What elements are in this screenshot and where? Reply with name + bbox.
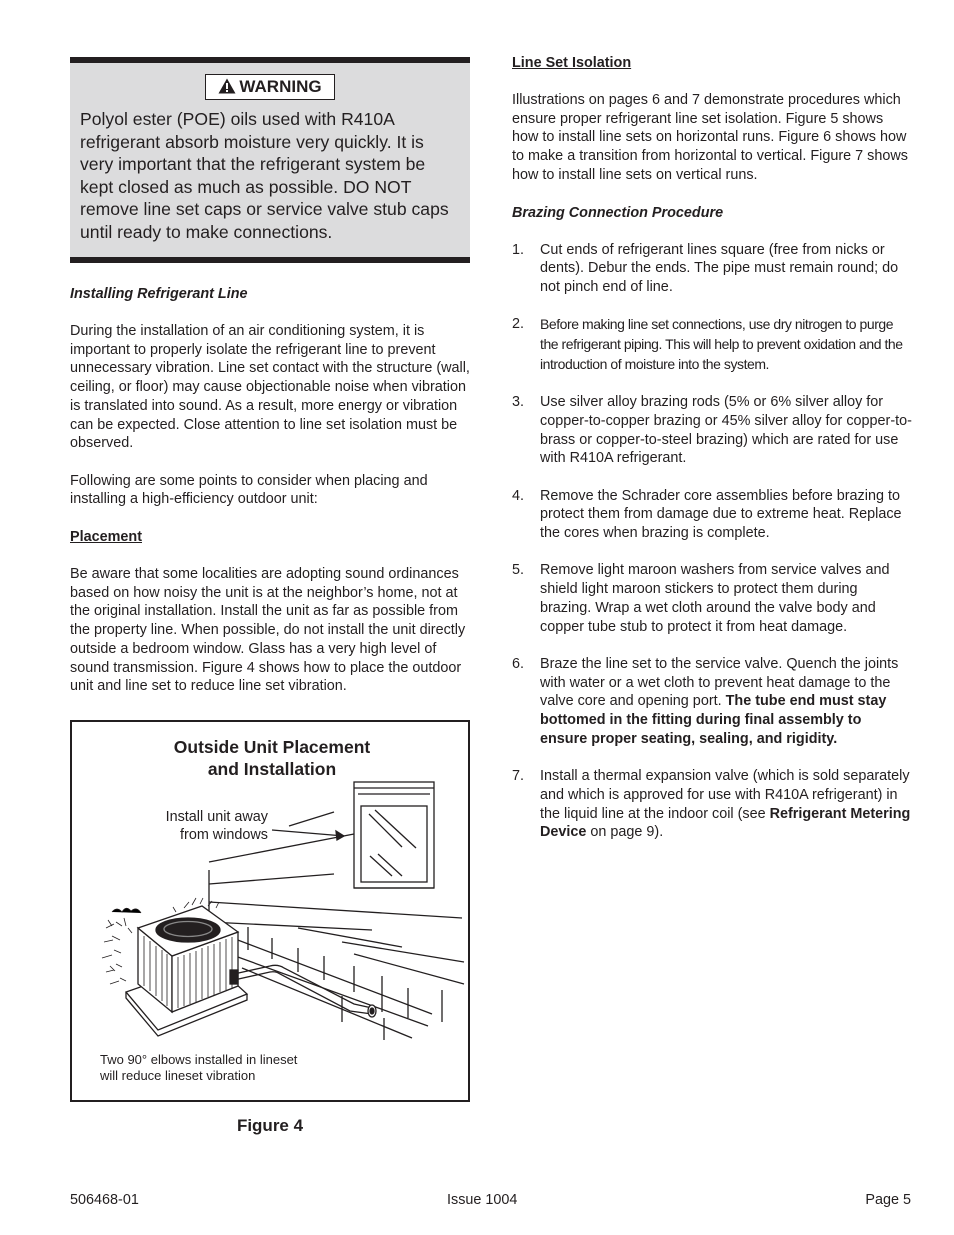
brazing-step-3 bbox=[512, 393, 912, 468]
placement-heading: Placement bbox=[70, 529, 142, 546]
figure-caption-line-1: Two 90° elbows installed in lineset bbox=[100, 1051, 298, 1067]
figure-window-label-line-2: from windows bbox=[180, 826, 268, 843]
step-number: 5. bbox=[512, 562, 525, 579]
figure-title-line-1: Outside Unit Placement bbox=[173, 736, 371, 757]
figure-window-label-line-1: Install unit away bbox=[165, 808, 268, 825]
installing-paragraph-1: During the installation of an air conditioning system, it is important to properly isolate the refrigerant line to prevent unnecessary vibration. Line set contact with the structure (wall, ceiling, or floor) may cause objectionable noise when vibration is translated into sound. As a result, more energy or vibration can be expected. Close attention to line set isolation must be observed. bbox=[70, 323, 470, 452]
brazing-heading: Brazing Connection Procedure bbox=[512, 204, 724, 221]
brazing-step-2 bbox=[512, 315, 912, 374]
step-number: 6. bbox=[512, 655, 525, 672]
figure-box bbox=[70, 720, 470, 1102]
window-glass bbox=[361, 806, 427, 882]
step-text: Remove the Schrader core assemblies before brazing to protect them from damage due to extreme heat. Replace the cores when brazing is complete. bbox=[540, 487, 902, 542]
label-arrowhead bbox=[336, 831, 344, 840]
warning-label: WARNING bbox=[239, 77, 322, 96]
step-text: Use silver alloy brazing rods (5% or 6% silver alloy for copper-to-copper brazing or 45% silver alloy for copper-to-brass or copper-to-steel brazing) which are rated for use with R410A refrigerant. bbox=[540, 394, 912, 467]
step-bold-text: The tube end must stay bottomed in the fitting during final assembly to ensure proper seating, sealing, and rigidity. bbox=[540, 693, 887, 747]
step-text: Cut ends of refrigerant lines square (free from nicks or dents). Debur the ends. The pipe must remain round; do not pinch end of line. bbox=[540, 241, 899, 295]
step-text: Remove light maroon washers from service valves and shield light maroon stickers to protect them during brazing. Wrap a wet cloth around the valve body and copper tube stub to protect it from heat damage. bbox=[540, 562, 890, 635]
brazing-step-6 bbox=[512, 655, 912, 749]
step-bold-text: Refrigerant Metering Device bbox=[540, 805, 911, 841]
label-leader-line-1 bbox=[289, 812, 334, 826]
figure-caption-line-2: will reduce lineset vibration bbox=[100, 1067, 256, 1083]
figure-caption bbox=[100, 1052, 297, 1084]
brazing-step-1 bbox=[512, 241, 912, 297]
warning-text: Polyol ester (POE) oils used with R410A refrigerant absorb moisture very quickly. It is very important that the refrigerant system be kept closed as much as possible. DO NOT remove line set caps or service valve stub caps until ready to make connections. bbox=[80, 109, 449, 242]
placement-paragraph: Be aware that some localities are adopting sound ordinances based on how noisy the unit is at the neighbor’s home, not at the original installation. Install the unit as far as possible from the property line. When possible, do not install the unit directly outside a bedroom window. Glass has a very high level of sound transmission. Figure 4 shows how to place the outdoor unit and line set to reduce line set vibration. bbox=[70, 566, 466, 695]
isolation-heading: Line Set Isolation bbox=[512, 55, 632, 71]
label-leader-line-2 bbox=[272, 830, 344, 836]
warning-badge bbox=[205, 74, 335, 100]
warning-box bbox=[70, 57, 470, 263]
footer-issue: Issue 1004 bbox=[447, 1192, 518, 1208]
brazing-steps bbox=[512, 241, 912, 842]
figure-name: Figure 4 bbox=[236, 1115, 304, 1135]
figure-title-line-2: and Installation bbox=[207, 758, 337, 779]
isolation-paragraph: Illustrations on pages 6 and 7 demonstrate procedures which ensure proper refrigerant line set isolation. Figure 5 shows how to install line sets on horizontal runs. Figure 6 shows how to make a transition from horizontal to vertical. Figure 7 shows how to install line sets on vertical runs. bbox=[512, 92, 908, 183]
step-number: 1. bbox=[512, 241, 525, 258]
step-number: 2. bbox=[512, 316, 525, 333]
shrub-left bbox=[102, 908, 141, 984]
right-column bbox=[512, 54, 912, 861]
brazing-step-5 bbox=[512, 561, 912, 636]
step-tail-text: on page 9). bbox=[586, 824, 664, 841]
window-frame bbox=[354, 782, 434, 888]
brazing-step-4 bbox=[512, 487, 912, 543]
step-text: Braze the line set to the service valve. Quench the joints with water or a wet cloth to prevent heat damage to the valve core and opening port. bbox=[540, 655, 899, 710]
warning-triangle-icon bbox=[218, 78, 236, 94]
step-number: 4. bbox=[512, 487, 525, 504]
installing-paragraph-2: Following are some points to consider when placing and installing a high-efficiency outdoor unit: bbox=[70, 472, 428, 508]
left-column bbox=[70, 57, 470, 1136]
step-text: Install a thermal expansion valve (which is sold separately and which is approved for use with R410A refrigerant) in the liquid line at the indoor coil (see bbox=[540, 768, 910, 822]
outdoor-unit-illustration bbox=[72, 722, 468, 1100]
brazing-step-7 bbox=[512, 767, 912, 842]
step-number: 3. bbox=[512, 394, 525, 411]
footer-page-number: Page 5 bbox=[865, 1192, 911, 1208]
installing-heading: Installing Refrigerant Line bbox=[70, 286, 248, 302]
footer-part-number: 506468-01 bbox=[70, 1192, 139, 1208]
step-text: Before making line set connections, use dry nitrogen to purge the refrigerant piping. This will help to prevent oxidation and the introduction of moisture into the system. bbox=[540, 316, 903, 372]
step-number: 7. bbox=[512, 768, 525, 785]
